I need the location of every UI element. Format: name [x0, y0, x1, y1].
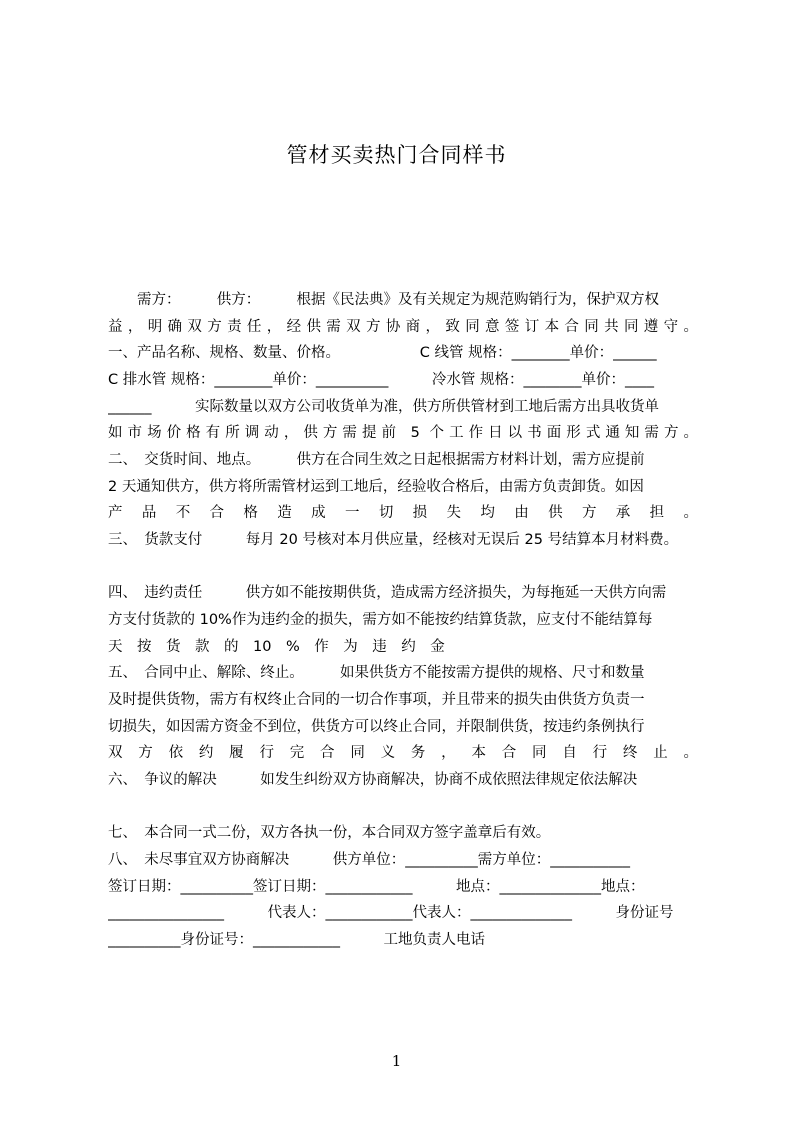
- text-line: 六、 争议的解决 如发生纠纷双方协商解决，协商不成依照法律规定依法解决: [108, 772, 638, 788]
- text-line: 天 按 货 款 的 10 % 作 为 违 约 金: [108, 639, 445, 655]
- text-line: 签订日期：__________签订日期：____________ 地点：______________地点：: [108, 879, 645, 895]
- text-line: 产品不合格造成一切损失均由供方承担。: [108, 505, 698, 521]
- text-line: [108, 795, 698, 819]
- text-line: ________________ 代表人：____________代表人：______________ 身份证号: [108, 905, 674, 921]
- text-line: __________身份证号：____________ 工地负责人电话: [108, 932, 485, 948]
- text-line: 益，明确双方责任，经供需双方协商，致同意签订本合同共同遵守。: [108, 319, 698, 335]
- text-line: 2 天通知供方，供方将所需管材运到工地后，经验收合格后，由需方负责卸货。如因: [108, 479, 644, 495]
- text-line: 五、 合同中止、解除、终止。 如果供货方不能按需方提供的规格、尺寸和数量: [108, 665, 645, 681]
- page-number: 1: [391, 1052, 402, 1070]
- text-line: 二、 交货时间、地点。 供方在合同生效之日起根据需方材料计划，需方应提前: [108, 452, 645, 468]
- text-line: 如市场价格有所调动，供方需提前 5 个工作日以书面形式通知需方。: [108, 425, 698, 441]
- page-title: 管材买卖热门合同样书: [286, 143, 507, 167]
- text-line: 七、 本合同一式二份，双方各执一份，本合同双方签字盖章后有效。: [108, 825, 551, 841]
- text-line: 双方依约履行完合同义务，本合同自行终止。: [108, 745, 698, 761]
- text-line: 三、 货款支付 每月 20 号核对本月供应量，经核对无误后 25 号结算本月材料费。: [108, 532, 679, 548]
- text-line: 需方： 供方： 根据《民法典》及有关规定为规范购销行为，保护双方权: [108, 292, 659, 308]
- text-line: ______ 实际数量以双方公司收货单为准，供方所供管材到工地后需方出具收货单: [108, 399, 659, 415]
- text-line: 及时提供货物，需方有权终止合同的一切合作事项，并且带来的损失由供货方负责一: [108, 692, 645, 708]
- text-line: [108, 555, 698, 579]
- text-line: C 排水管 规格：________单价：__________ 冷水管 规格：________单价：____: [108, 372, 654, 388]
- text-line: 方支付货款的 10%作为违约金的损失，需方如不能按约结算货款，应支付不能结算每: [108, 612, 653, 628]
- text-line: 一、产品名称、规格、数量、价格。 C 线管 规格：________单价：______: [108, 345, 657, 361]
- text-line: 四、 违约责任 供方如不能按期供货，造成需方经济损失，为每拖延一天供方向需: [108, 585, 667, 601]
- text-line: 八、 未尽事宜双方协商解决 供方单位：__________需方单位：___________: [108, 852, 630, 868]
- text-line: 切损失，如因需方资金不到位，供货方可以终止合同，并限制供货，按违约条例执行: [108, 719, 645, 735]
